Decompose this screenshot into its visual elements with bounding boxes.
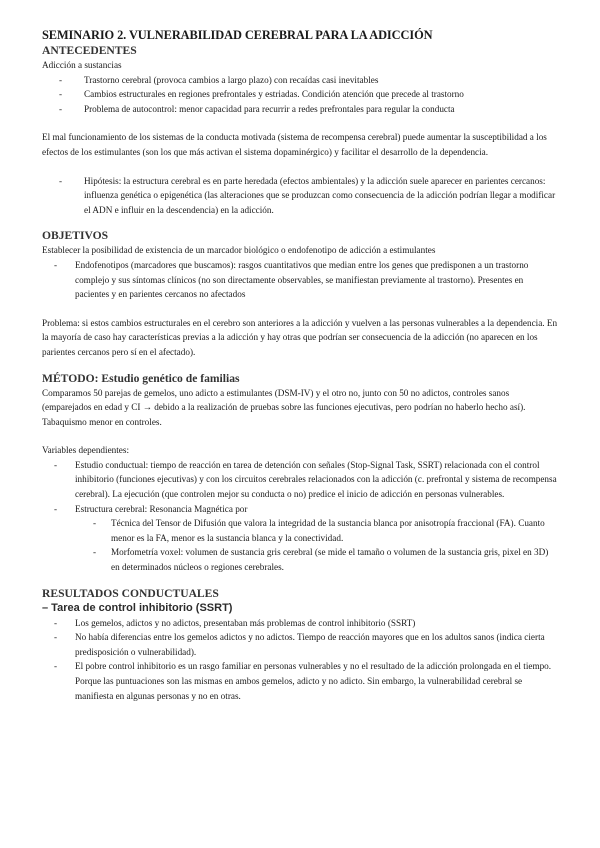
list-item: - Endofenotipos (marcadores que buscamos): rasgos cuantitativos que median entre los genes que predisponen a un trastorno complejo y sus síntomas clínicos (no son directamente observables, se manifiestan previamente al trastorno). Presentes en pacientes y en parientes cercanos no afectados (42, 258, 558, 302)
variables-list (42, 458, 558, 575)
objetivos-intro: Establecer la posibilidad de existencia de un marcador biológico o endofenotipo de adicción a estimulantes (42, 245, 436, 256)
list-item: - No había diferencias entre los gemelos adictos y no adictos. Tiempo de reacción mayores que en los adultos sanos (indica cierta predisposición o vulnerabilidad). (42, 630, 558, 659)
objetivos-list (42, 258, 558, 302)
objetivos-heading: OBJETIVOS (42, 229, 109, 243)
antecedentes-list (42, 73, 558, 117)
section-metodo (42, 372, 558, 575)
list-item (42, 502, 558, 575)
hypothesis-list (42, 174, 558, 218)
antecedentes-heading: ANTECEDENTES (42, 44, 137, 57)
section-objetivos (42, 229, 558, 359)
sublist-item: - Técnica del Tensor de Difusión que valora la integridad de la sustancia blanca por anisotropía fraccional (FA). Cuanto menor es la FA, menor es la sustancia blanca y la conectividad. (75, 516, 558, 545)
resultados-heading: RESULTADOS CONDUCTUALES (42, 586, 219, 600)
list-item: - El pobre control inhibitorio es un rasgo familiar en personas vulnerables y no el resultado de la adicción prolongada en el tiempo. Porque las puntuaciones son las mismas en ambos gemelos, adicto y no adicto. Sin embargo, la vulnerabilidad cerebral se manifiesta en algunas personas y no en otras. (42, 659, 558, 703)
structure-sublist (75, 516, 558, 574)
section-antecedentes (42, 44, 558, 217)
hypothesis-item: - Hipótesis: la estructura cerebral es en parte heredada (efectos ambientales) y la adicción suele aparecer en parientes cercanos: influenza genética o epigenética (las alteraciones que se produzcan como consecuencia de la adicción podrían llegar a modificar el ADN e influir en la descendencia) en la adicción. (42, 174, 558, 218)
metodo-heading: MÉTODO: Estudio genético de familias (42, 371, 240, 385)
metodo-paragraph: Comparamos 50 parejas de gemelos, uno adicto a estimulantes (DSM-IV) y el otro no, junto con 50 no adictos, controles sanos (emparejados en edad y CI → debido a la realización de pruebas sobre las funciones ejecutivas, pero podrían no haberlo hecho así). Tabaquismo menor en controles. (42, 387, 526, 427)
list-item: - Cambios estructurales en regiones prefrontales y estriadas. Condición atención que precede al trastorno (42, 87, 558, 102)
list-item: - Los gemelos, adictos y no adictos, presentaban más problemas de control inhibitorio (SSRT) (42, 616, 558, 631)
antecedentes-intro: Adicción a sustancias (42, 60, 122, 70)
section-resultados (42, 587, 558, 704)
document-title: SEMINARIO 2. VULNERABILIDAD CEREBRAL PARA LA ADICCIÓN (42, 28, 433, 42)
objetivos-problem: Problema: si estos cambios estructurales en el cerebro son anteriores a la adicción y vuelven a las personas vulnerables a la dependencia. En la mayoría de caso hay características previas a la adicción y hay otras que podrían ser consecuencia de la adicción (no aparecen en los parientes cercanos pero sí en el afectado). (42, 317, 558, 357)
list-item: - Problema de autocontrol: menor capacidad para recurrir a redes prefrontales para regular la conducta (42, 102, 558, 117)
variables-label: Variables dependientes: (42, 445, 129, 456)
list-item: - Estudio conductual: tiempo de reacción en tarea de detención con señales (Stop-Signal Task, SSRT) relacionada con el control inhibitorio (funciones ejecutivas) y con los circuitos cerebrales relacionados con la adicción (c. prefrontal y sistema de recompensa cerebral). La ejecución (que controlen mejor su conducta o no) predice el inicio de adicción en personas vulnerables. (42, 458, 558, 502)
antecedentes-paragraph: El mal funcionamiento de los sistemas de la conducta motivada (sistema de recompensa cerebral) puede aumentar la susceptibilidad a los efectos de los estimulantes (son los que más activan el sistema dopaminérgico) y facilitar el desarrollo de la dependencia. (42, 132, 547, 157)
sublist-item: - Morfometría voxel: volumen de sustancia gris cerebral (se mide el tamaño o volumen de la sustancia gris, pixel en 3D) en determinados núcleos o regiones cerebrales. (75, 545, 558, 574)
resultados-subheading: – Tarea de control inhibitorio (SSRT) (42, 601, 233, 614)
list-item: - Trastorno cerebral (provoca cambios a largo plazo) con recaídas casi inevitables (42, 73, 558, 88)
resultados-list (42, 616, 558, 704)
list-item-text: Estructura cerebral: Resonancia Magnética por (75, 503, 248, 514)
